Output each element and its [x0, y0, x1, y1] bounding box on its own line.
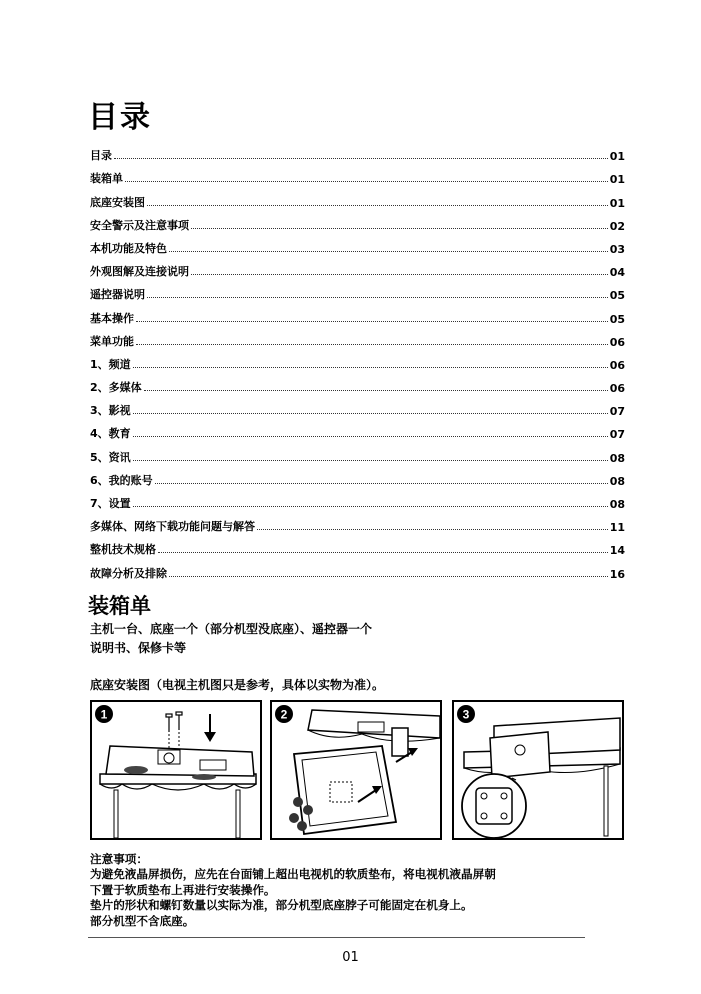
toc-entry-label: 5、资讯	[90, 450, 131, 464]
toc-leader-dots	[136, 344, 608, 345]
toc-entry-page: 01	[609, 150, 625, 164]
toc-leader-dots	[191, 228, 608, 229]
toc-entry[interactable]	[90, 279, 625, 302]
toc-entry-page: 06	[609, 335, 625, 349]
toc-leader-dots	[133, 460, 608, 461]
toc-leader-dots	[147, 205, 608, 206]
toc-leader-dots	[158, 552, 608, 553]
step-number: 3	[462, 707, 470, 722]
toc-entry-page: 07	[609, 428, 625, 442]
toc-entry-label: 2、多媒体	[90, 381, 142, 395]
toc-entry-label: 多媒体、网络下载功能问题与解答	[90, 520, 255, 534]
notes	[90, 852, 630, 929]
toc-entry-label: 底座安装图	[90, 195, 145, 209]
toc-entry-page: 05	[609, 289, 625, 303]
toc-leader-dots	[169, 576, 608, 577]
toc-entry-label: 4、教育	[90, 427, 131, 441]
install-step-1-panel	[90, 700, 262, 840]
toc-entry[interactable]	[90, 326, 625, 349]
toc-entry-label: 整机技术规格	[90, 543, 156, 557]
toc-entry-label: 1、频道	[90, 357, 131, 371]
notes-line: 垫片的形状和螺钉数量以实际为准，部分机型底座脖子可能固定在机身上。	[90, 898, 473, 913]
toc-entry[interactable]	[90, 488, 625, 511]
toc-entry-label: 故障分析及排除	[90, 566, 167, 580]
toc-entry-label: 菜单功能	[90, 334, 134, 348]
toc-entry[interactable]	[90, 210, 625, 233]
toc-leader-dots	[133, 413, 608, 414]
toc-entry-label: 外观图解及连接说明	[90, 265, 189, 279]
toc-entry-page: 14	[609, 544, 625, 558]
notes-heading: 注意事项：	[90, 852, 148, 866]
toc-leader-dots	[133, 506, 608, 507]
toc-entry-page: 08	[609, 451, 625, 465]
toc-leader-dots	[133, 436, 608, 437]
step-number: 2	[280, 707, 288, 722]
toc-leader-dots	[125, 181, 608, 182]
footer-divider	[88, 937, 585, 938]
toc-leader-dots	[133, 367, 608, 368]
toc-entry-label: 目录	[90, 149, 112, 163]
toc-entry[interactable]	[90, 186, 625, 209]
toc-entry-label: 3、影视	[90, 404, 131, 418]
toc-leader-dots	[257, 529, 608, 530]
toc-leader-dots	[144, 390, 608, 391]
install-step-2-panel	[270, 700, 442, 840]
page-title: 目录	[88, 100, 152, 135]
toc-entry-page: 08	[609, 474, 625, 488]
toc-leader-dots	[191, 274, 608, 275]
packing-line: 主机一台、底座一个（部分机型没底座）、遥控器一个	[90, 622, 373, 636]
toc-entry-page: 07	[609, 405, 625, 419]
install-step-3-illustration	[454, 702, 624, 840]
packing-list-heading: 装箱单	[88, 594, 151, 618]
notes-line: 部分机型不含底座。	[90, 913, 195, 928]
install-caption: 底座安装图（电视主机图只是参考，具体以实物为准）。	[90, 678, 385, 692]
toc-entry-page: 16	[609, 567, 625, 581]
toc-leader-dots	[136, 321, 608, 322]
toc-entry[interactable]	[90, 465, 625, 488]
toc-entry-label: 本机功能及特色	[90, 241, 167, 255]
toc-entry[interactable]	[90, 372, 625, 395]
toc-entry-label: 装箱单	[90, 172, 123, 186]
toc-entry-page: 02	[609, 219, 625, 233]
notes-line: 为避免液晶屏损伤，应先在台面铺上超出电视机的软质垫布，将电视机液晶屏朝	[90, 867, 496, 882]
toc-entry[interactable]	[90, 418, 625, 441]
toc-entry-label: 基本操作	[90, 311, 134, 325]
toc-leader-dots	[155, 483, 608, 484]
toc-entry[interactable]	[90, 140, 625, 163]
toc-entry-page: 01	[609, 196, 625, 210]
toc-entry-page: 08	[609, 498, 625, 511]
toc-entry-label: 安全警示及注意事项	[90, 218, 189, 232]
toc-entry[interactable]	[90, 511, 625, 534]
toc-entry[interactable]	[90, 256, 625, 279]
install-step-1-illustration	[92, 702, 262, 840]
toc-entry-page: 05	[609, 312, 625, 326]
toc-leader-dots	[169, 251, 608, 252]
toc-entry-page: 03	[609, 242, 625, 256]
toc-entry-label: 6、我的账号	[90, 473, 153, 487]
toc-entry[interactable]	[90, 395, 625, 418]
step-number: 1	[100, 707, 108, 722]
toc-leader-dots	[147, 297, 608, 298]
table-of-contents	[90, 140, 625, 581]
packing-line: 说明书、保修卡等	[90, 641, 187, 655]
toc-entry[interactable]	[90, 349, 625, 372]
toc-entry-page: 11	[609, 521, 625, 535]
toc-entry[interactable]	[90, 441, 625, 464]
toc-entry-label: 7、设置	[90, 497, 131, 510]
toc-entry[interactable]	[90, 302, 625, 325]
toc-entry[interactable]	[90, 534, 625, 557]
notes-line: 下置于软质垫布上再进行安装操作。	[90, 882, 276, 897]
page-number: 01	[342, 950, 359, 965]
install-step-3-panel	[452, 700, 624, 840]
toc-entry[interactable]	[90, 163, 625, 186]
toc-entry-label: 遥控器说明	[90, 288, 145, 302]
packing-list	[90, 620, 372, 658]
toc-entry-page: 06	[609, 382, 625, 396]
toc-entry[interactable]	[90, 233, 625, 256]
install-step-2-illustration	[272, 702, 442, 840]
toc-entry-page: 01	[609, 173, 625, 187]
toc-entry-page: 06	[609, 358, 625, 372]
toc-leader-dots	[114, 158, 608, 159]
toc-entry[interactable]	[90, 557, 625, 580]
toc-entry-page: 04	[609, 266, 625, 280]
